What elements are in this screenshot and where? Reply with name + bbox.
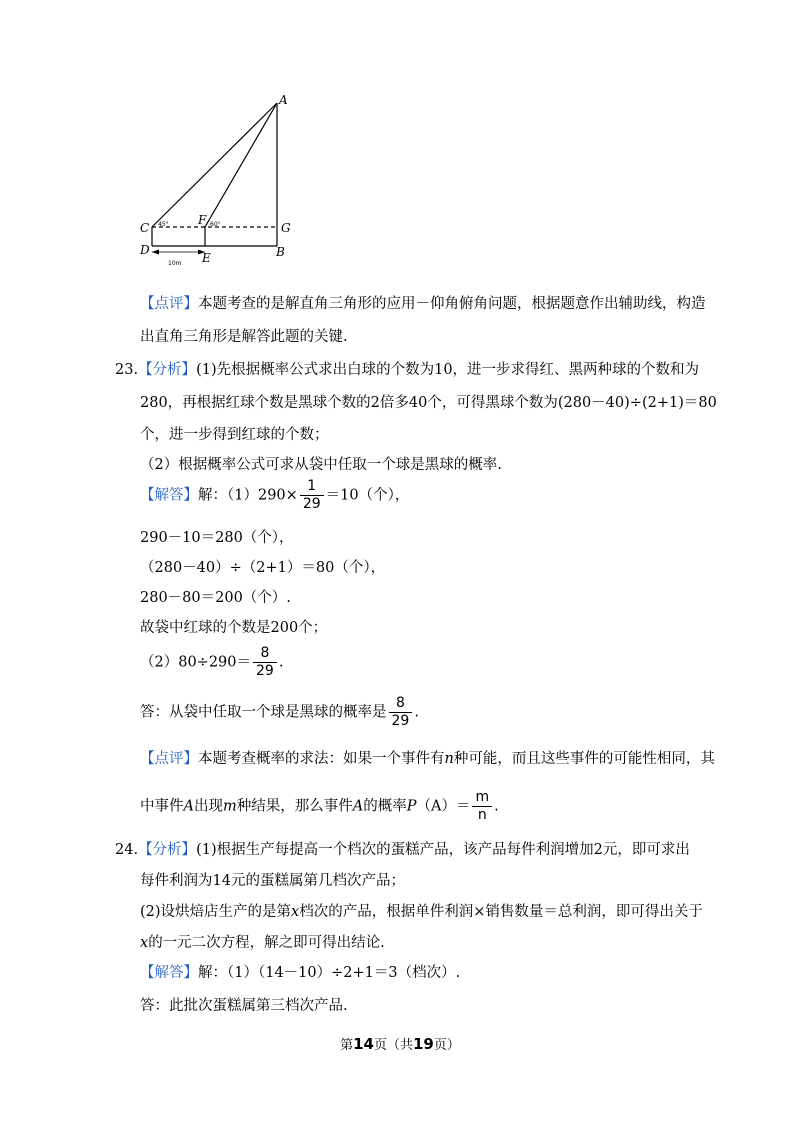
denominator: 29 <box>253 662 277 680</box>
fraction-m-n <box>472 789 492 824</box>
page-number: 14 <box>353 1035 374 1053</box>
analysis-text: (1)先根据概率公式求出白球的个数为10，进一步求得红、黑两种球的个数和为 <box>196 362 700 378</box>
var-n: n <box>444 751 454 767</box>
fraction-8-29 <box>389 695 413 730</box>
review-text: （A）＝ <box>416 798 471 815</box>
review-text: 中事件 <box>140 798 184 815</box>
segment-FA <box>205 103 277 227</box>
review-tag: 【点评】 <box>140 296 198 312</box>
q23-solution-line5: 故袋中红球的个数是200个； <box>140 620 328 636</box>
label-F: F <box>198 213 207 227</box>
solution-text: 解：（1）290× <box>198 487 298 504</box>
q24-analysis-line2: 每件利润为14元的蛋糕属第几档次产品； <box>140 873 405 889</box>
label-D: D <box>140 243 150 257</box>
question-number: 23. <box>115 362 139 378</box>
answer-tag: 【解答】 <box>140 965 198 981</box>
review-text: . <box>494 798 499 815</box>
analysis-tag: 【分析】 <box>138 842 197 858</box>
label-B: B <box>276 245 285 259</box>
angle-60-label: 60° <box>210 221 221 228</box>
review-text: 本题考查概率的求法：如果一个事件有 <box>198 751 445 767</box>
review-text: 的概率 <box>363 798 407 815</box>
q23-analysis-line3: 个，进一步得到红球的个数； <box>140 427 329 443</box>
fraction-8-29 <box>253 645 277 680</box>
q24-solution-line1 <box>140 963 460 983</box>
review-22-line2: 出直角三角形是解答此题的关键. <box>140 329 348 345</box>
page-footer <box>0 1034 800 1053</box>
analysis-text: 档次的产品，根据单件利润×销售数量＝总利润，即可得出关于 <box>299 904 703 920</box>
solution-text: （2）80÷290＝ <box>140 654 252 671</box>
review-22-line1 <box>140 294 706 314</box>
solution-text: 解：（1）（14－10）÷2+1＝3（档次）. <box>198 965 461 981</box>
review-text: 种结果，那么事件 <box>236 798 353 815</box>
analysis-tag: 【分析】 <box>138 362 197 378</box>
var-A: A <box>352 798 364 815</box>
q23-conclusion <box>140 695 419 730</box>
analysis-text: (1)根据生产每提高一个档次的蛋糕产品，该产品每件利润增加2元，即可求出 <box>196 842 690 858</box>
q24-analysis-line3 <box>140 902 703 922</box>
label-C: C <box>140 221 150 235</box>
angle-45-label: 45° <box>158 221 169 228</box>
var-P: P <box>406 798 417 815</box>
answer-tag: 【解答】 <box>140 487 198 504</box>
var-x: x <box>291 904 300 920</box>
solution-text: ＝10（个）， <box>325 487 410 504</box>
q23-analysis-line2: 280，再根据红球个数是黑球个数的2倍多40个，可得黑球个数为(280－40)÷(2+1)＝80 <box>140 395 717 411</box>
denominator: n <box>472 806 492 824</box>
arrowhead-left <box>152 250 159 255</box>
var-x: x <box>140 935 149 951</box>
var-A: A <box>183 798 194 815</box>
analysis-text: (2)设烘焙店生产的是第 <box>140 904 292 920</box>
q24-analysis-line4 <box>140 933 385 953</box>
review-text: 种可能，而且这些事件的可能性相同，其 <box>453 751 715 767</box>
footer-text: 页） <box>433 1038 460 1053</box>
review-text: 本题考查的是解直角三角形的应用－仰角俯角问题，根据题意作出辅助线，构造 <box>198 296 706 312</box>
review-text: 出现 <box>193 798 223 815</box>
q23-solution-line1 <box>140 478 409 513</box>
q24-analysis-line1 <box>115 840 690 860</box>
label-E: E <box>202 251 211 265</box>
label-G: G <box>281 221 291 235</box>
solution-text: . <box>278 654 284 671</box>
distance-label: 10m <box>168 260 182 267</box>
label-A: A <box>279 93 288 107</box>
fraction-1-29 <box>300 478 324 513</box>
q23-review-line2 <box>140 789 499 824</box>
q23-solution-line4: 280－80＝200（个）. <box>140 590 291 606</box>
question-number: 24. <box>115 842 139 858</box>
conclusion-text: 答：从袋中任取一个球是黑球的概率是 <box>140 704 387 721</box>
numerator: 1 <box>307 478 317 494</box>
q23-solution-line2: 290－10＝280（个）， <box>140 530 294 546</box>
numerator: m <box>475 789 490 805</box>
q23-solution-line6 <box>140 645 283 680</box>
denominator: 29 <box>389 712 413 730</box>
review-tag: 【点评】 <box>140 751 198 767</box>
q23-analysis-line4: （2）根据概率公式可求从袋中任取一个球是黑球的概率. <box>140 457 502 473</box>
page-total: 19 <box>413 1035 434 1053</box>
footer-text: 页（共 <box>373 1038 413 1053</box>
denominator: 29 <box>300 495 324 513</box>
conclusion-text: . <box>414 704 419 721</box>
numerator: 8 <box>395 695 405 711</box>
q23-solution-line3: （280－40）÷（2+1）＝80（个）， <box>140 560 386 576</box>
q23-analysis-line1 <box>115 360 699 380</box>
q23-review-line1 <box>140 749 715 769</box>
analysis-text: 的一元二次方程，解之即可得出结论. <box>148 935 385 951</box>
q24-solution-line2: 答：此批次蛋糕属第三档次产品. <box>140 998 348 1014</box>
var-m: m <box>222 798 237 815</box>
segment-CA <box>152 103 277 227</box>
footer-text: 第 <box>340 1038 354 1053</box>
geometry-figure <box>130 90 300 270</box>
numerator: 8 <box>260 645 270 661</box>
